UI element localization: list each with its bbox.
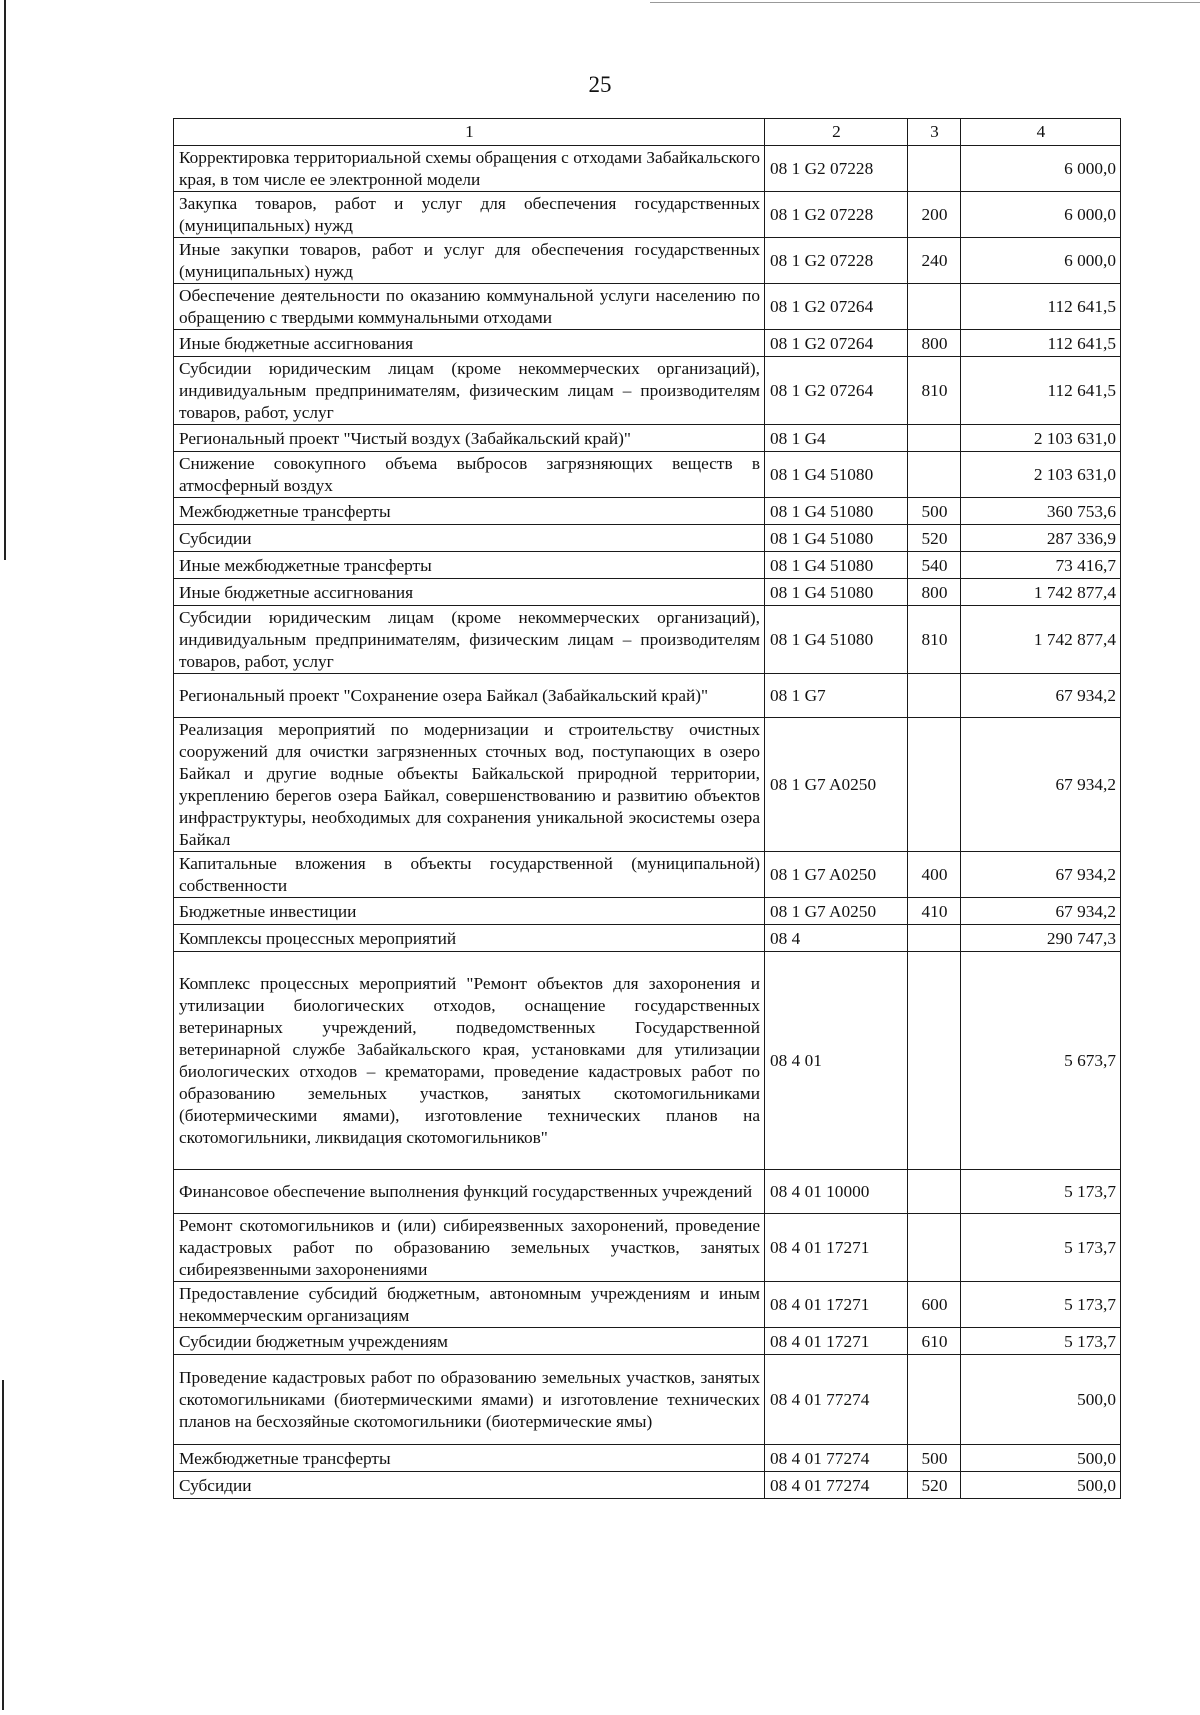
- expense-type-cell: 410: [908, 898, 961, 925]
- table-row: [174, 357, 1121, 425]
- amount-cell: 5 173,7: [961, 1170, 1121, 1214]
- item-name-cell: Капитальные вложения в объекты государственной (муниципальной) собственности: [174, 852, 765, 898]
- target-code-cell: 08 1 G7 A0250: [765, 898, 908, 925]
- target-code-cell: 08 1 G2 07264: [765, 357, 908, 425]
- expense-type-cell: [908, 284, 961, 330]
- scan-edge-line: [2, 1380, 4, 1710]
- budget-table: [173, 118, 1121, 1499]
- target-code-cell: 08 1 G2 07228: [765, 146, 908, 192]
- expense-type-cell: 500: [908, 498, 961, 525]
- item-name-cell: Ремонт скотомогильников и (или) сибиреязвенных захоронений, проведение кадастровых работ по образованию земельных участков, занятых сибиреязвенными захоронениями: [174, 1214, 765, 1282]
- table-header-row: [174, 119, 1121, 146]
- target-code-cell: 08 1 G4 51080: [765, 452, 908, 498]
- item-name-cell: Иные закупки товаров, работ и услуг для обеспечения государственных (муниципальных) нужд: [174, 238, 765, 284]
- target-code-cell: 08 4 01: [765, 952, 908, 1170]
- table-row: [174, 606, 1121, 674]
- expense-type-cell: 810: [908, 606, 961, 674]
- table-row: [174, 1170, 1121, 1214]
- amount-cell: 500,0: [961, 1355, 1121, 1445]
- expense-type-cell: [908, 146, 961, 192]
- amount-cell: 112 641,5: [961, 357, 1121, 425]
- amount-cell: 6 000,0: [961, 146, 1121, 192]
- expense-type-cell: [908, 1355, 961, 1445]
- item-name-cell: Субсидии: [174, 1472, 765, 1499]
- scan-top-line: [650, 2, 1200, 3]
- item-name-cell: Межбюджетные трансферты: [174, 1445, 765, 1472]
- amount-cell: 360 753,6: [961, 498, 1121, 525]
- target-code-cell: 08 4: [765, 925, 908, 952]
- item-name-cell: Субсидии юридическим лицам (кроме некоммерческих организаций), индивидуальным предпринимателям, физическим лицам – производителям товаров, работ, услуг: [174, 357, 765, 425]
- item-name-cell: Межбюджетные трансферты: [174, 498, 765, 525]
- table-row: [174, 925, 1121, 952]
- expense-type-cell: 810: [908, 357, 961, 425]
- expense-type-cell: 610: [908, 1328, 961, 1355]
- table-row: [174, 1445, 1121, 1472]
- table-row: [174, 852, 1121, 898]
- item-name-cell: Предоставление субсидий бюджетным, автономным учреждениям и иным некоммерческим организациям: [174, 1282, 765, 1328]
- item-name-cell: Региональный проект "Чистый воздух (Забайкальский край)": [174, 425, 765, 452]
- amount-cell: 287 336,9: [961, 525, 1121, 552]
- expense-type-cell: 520: [908, 525, 961, 552]
- expense-type-cell: [908, 925, 961, 952]
- target-code-cell: 08 1 G4 51080: [765, 525, 908, 552]
- column-header: 1: [174, 119, 765, 146]
- item-name-cell: Обеспечение деятельности по оказанию коммунальной услуги населению по обращению с твердыми коммунальными отходами: [174, 284, 765, 330]
- column-header: 2: [765, 119, 908, 146]
- page-number: 25: [588, 72, 612, 97]
- item-name-cell: Реализация мероприятий по модернизации и строительству очистных сооружений для очистки загрязненных сточных вод, поступающих в озеро Байкал и другие водные объекты Байкальской природной территории, укреплению берегов озера Байкал, совершенствованию и развитию объектов инфраструктуры, необходимых для сохранения уникальной экосистемы озера Байкал: [174, 718, 765, 852]
- target-code-cell: 08 1 G4: [765, 425, 908, 452]
- target-code-cell: 08 4 01 17271: [765, 1214, 908, 1282]
- expense-type-cell: 400: [908, 852, 961, 898]
- table-row: [174, 552, 1121, 579]
- expense-type-cell: 200: [908, 192, 961, 238]
- target-code-cell: 08 4 01 77274: [765, 1472, 908, 1499]
- item-name-cell: Субсидии юридическим лицам (кроме некоммерческих организаций), индивидуальным предпринимателям, физическим лицам – производителям товаров, работ, услуг: [174, 606, 765, 674]
- table-row: [174, 579, 1121, 606]
- table-row: [174, 1328, 1121, 1355]
- expense-type-cell: [908, 718, 961, 852]
- target-code-cell: 08 1 G2 07264: [765, 284, 908, 330]
- amount-cell: 67 934,2: [961, 898, 1121, 925]
- amount-cell: 67 934,2: [961, 852, 1121, 898]
- expense-type-cell: [908, 425, 961, 452]
- target-code-cell: 08 4 01 17271: [765, 1282, 908, 1328]
- expense-type-cell: 800: [908, 579, 961, 606]
- item-name-cell: Бюджетные инвестиции: [174, 898, 765, 925]
- table-row: [174, 952, 1121, 1170]
- amount-cell: 5 173,7: [961, 1282, 1121, 1328]
- target-code-cell: 08 1 G7 A0250: [765, 718, 908, 852]
- target-code-cell: 08 1 G4 51080: [765, 498, 908, 525]
- expense-type-cell: 240: [908, 238, 961, 284]
- amount-cell: 73 416,7: [961, 552, 1121, 579]
- amount-cell: 67 934,2: [961, 674, 1121, 718]
- expense-type-cell: 600: [908, 1282, 961, 1328]
- amount-cell: 2 103 631,0: [961, 425, 1121, 452]
- target-code-cell: 08 4 01 10000: [765, 1170, 908, 1214]
- expense-type-cell: [908, 674, 961, 718]
- expense-type-cell: 540: [908, 552, 961, 579]
- table-row: [174, 1355, 1121, 1445]
- table-row: [174, 452, 1121, 498]
- expense-type-cell: 520: [908, 1472, 961, 1499]
- amount-cell: 290 747,3: [961, 925, 1121, 952]
- item-name-cell: Комплекс процессных мероприятий "Ремонт объектов для захоронения и утилизации биологических отходов, оснащение государственных ветеринарных учреждений, подведомственных Государственной ветеринарной службе Забайкальского края, установками для утилизации биологических отходов – крематорами, проведение кадастровых работ по образованию земельных участков, занятых скотомогильниками (биотермическими ямами), изготовление технических планов на скотомогильники, ликвидация скотомогильников": [174, 952, 765, 1170]
- expense-type-cell: [908, 952, 961, 1170]
- item-name-cell: Региональный проект "Сохранение озера Байкал (Забайкальский край)": [174, 674, 765, 718]
- target-code-cell: 08 1 G2 07228: [765, 238, 908, 284]
- column-header: 4: [961, 119, 1121, 146]
- amount-cell: 112 641,5: [961, 330, 1121, 357]
- expense-type-cell: [908, 452, 961, 498]
- table-row: [174, 525, 1121, 552]
- item-name-cell: Иные межбюджетные трансферты: [174, 552, 765, 579]
- table-row: [174, 146, 1121, 192]
- amount-cell: 6 000,0: [961, 192, 1121, 238]
- item-name-cell: Комплексы процессных мероприятий: [174, 925, 765, 952]
- item-name-cell: Снижение совокупного объема выбросов загрязняющих веществ в атмосферный воздух: [174, 452, 765, 498]
- column-header: 3: [908, 119, 961, 146]
- table-row: [174, 238, 1121, 284]
- amount-cell: 5 173,7: [961, 1214, 1121, 1282]
- table-row: [174, 192, 1121, 238]
- table-row: [174, 718, 1121, 852]
- amount-cell: 500,0: [961, 1472, 1121, 1499]
- target-code-cell: 08 1 G4 51080: [765, 552, 908, 579]
- target-code-cell: 08 1 G4 51080: [765, 579, 908, 606]
- amount-cell: 5 173,7: [961, 1328, 1121, 1355]
- item-name-cell: Субсидии бюджетным учреждениям: [174, 1328, 765, 1355]
- expense-type-cell: [908, 1170, 961, 1214]
- target-code-cell: 08 1 G4 51080: [765, 606, 908, 674]
- item-name-cell: Иные бюджетные ассигнования: [174, 579, 765, 606]
- expense-type-cell: 500: [908, 1445, 961, 1472]
- amount-cell: 1 742 877,4: [961, 579, 1121, 606]
- item-name-cell: Иные бюджетные ассигнования: [174, 330, 765, 357]
- amount-cell: 6 000,0: [961, 238, 1121, 284]
- table-row: [174, 898, 1121, 925]
- target-code-cell: 08 1 G7: [765, 674, 908, 718]
- table-row: [174, 1214, 1121, 1282]
- target-code-cell: 08 4 01 77274: [765, 1355, 908, 1445]
- amount-cell: 112 641,5: [961, 284, 1121, 330]
- item-name-cell: Корректировка территориальной схемы обращения с отходами Забайкальского края, в том числе ее электронной модели: [174, 146, 765, 192]
- expense-type-cell: [908, 1214, 961, 1282]
- item-name-cell: Проведение кадастровых работ по образованию земельных участков, занятых скотомогильниками (биотермическими ямами) и изготовление технических планов на бесхозяйные скотомогильники (биотермические ямы): [174, 1355, 765, 1445]
- table-row: [174, 425, 1121, 452]
- table-row: [174, 284, 1121, 330]
- expense-type-cell: 800: [908, 330, 961, 357]
- item-name-cell: Финансовое обеспечение выполнения функций государственных учреждений: [174, 1170, 765, 1214]
- item-name-cell: Субсидии: [174, 525, 765, 552]
- target-code-cell: 08 1 G7 A0250: [765, 852, 908, 898]
- target-code-cell: 08 4 01 77274: [765, 1445, 908, 1472]
- table-row: [174, 498, 1121, 525]
- target-code-cell: 08 1 G2 07264: [765, 330, 908, 357]
- table-row: [174, 330, 1121, 357]
- amount-cell: 500,0: [961, 1445, 1121, 1472]
- table-row: [174, 1472, 1121, 1499]
- table-row: [174, 674, 1121, 718]
- amount-cell: 2 103 631,0: [961, 452, 1121, 498]
- amount-cell: 67 934,2: [961, 718, 1121, 852]
- target-code-cell: 08 4 01 17271: [765, 1328, 908, 1355]
- item-name-cell: Закупка товаров, работ и услуг для обеспечения государственных (муниципальных) нужд: [174, 192, 765, 238]
- table-row: [174, 1282, 1121, 1328]
- amount-cell: 5 673,7: [961, 952, 1121, 1170]
- amount-cell: 1 742 877,4: [961, 606, 1121, 674]
- target-code-cell: 08 1 G2 07228: [765, 192, 908, 238]
